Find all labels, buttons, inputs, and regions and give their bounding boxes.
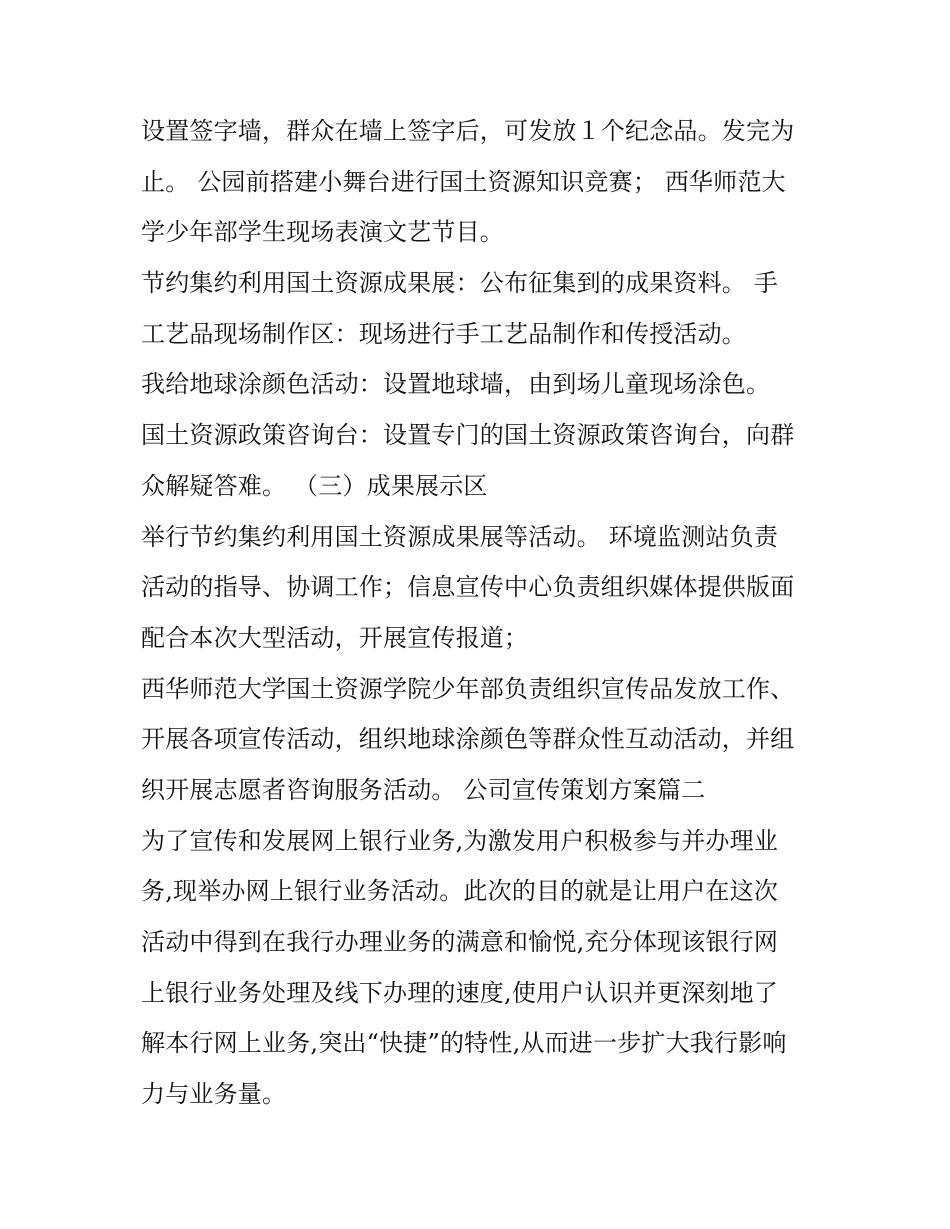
text-line: 西华师范大学国土资源学院少年部负责组织宣传品发放工作、	[141, 674, 795, 703]
text-line: 学少年部学生现场表演文艺节目。	[141, 218, 504, 247]
text-line: 活动的指导、协调工作；信息宣传中心负责组织媒体提供版面	[141, 573, 795, 602]
text-line: 活动中得到在我行办理业务的满意和愉悦,充分体现该银行网	[141, 928, 779, 956]
document-body	[141, 106, 821, 1120]
text-line: 众解疑答难。 （三）成果展示区	[141, 471, 488, 500]
text-line: 解本行网上业务,突出“快捷”的特性,从而进一步扩大我行影响	[141, 1029, 787, 1058]
text-line: 工艺品现场制作区：现场进行手工艺品制作和传授活动。	[141, 319, 746, 348]
text-line: 设置签字墙，群众在墙上签字后，可发放１个纪念品。发完为	[141, 117, 795, 145]
text-line: 国土资源政策咨询台：设置专门的国土资源政策咨询台，向群	[141, 421, 795, 450]
text-line: 节约集约利用国土资源成果展：公布征集到的成果资料。 手	[141, 269, 779, 298]
text-line: 务,现举办网上银行业务活动。此次的目的就是让用户在这次	[141, 877, 779, 906]
text-line: 止。 公园前搭建小舞台进行国土资源知识竞赛； 西华师范大	[141, 167, 786, 196]
text-line: 我给地球涂颜色活动：设置地球墙，由到场儿童现场涂色。	[141, 370, 771, 399]
text-line: 举行节约集约利用国土资源成果展等活动。 环境监测站负责	[141, 522, 779, 551]
text-line: 力与业务量。	[141, 1080, 287, 1109]
text-line: 配合本次大型活动，开展宣传报道；	[141, 623, 529, 652]
text-line: 开展各项宣传活动，组织地球涂颜色等群众性互动活动，并组	[141, 725, 795, 754]
text-line: 织开展志愿者咨询服务活动。 公司宣传策划方案篇二	[141, 775, 706, 804]
text-line: 为了宣传和发展网上银行业务,为激发用户积极参与并办理业	[141, 826, 779, 855]
text-line: 上银行业务处理及线下办理的速度,使用户认识并更深刻地了	[141, 978, 779, 1007]
